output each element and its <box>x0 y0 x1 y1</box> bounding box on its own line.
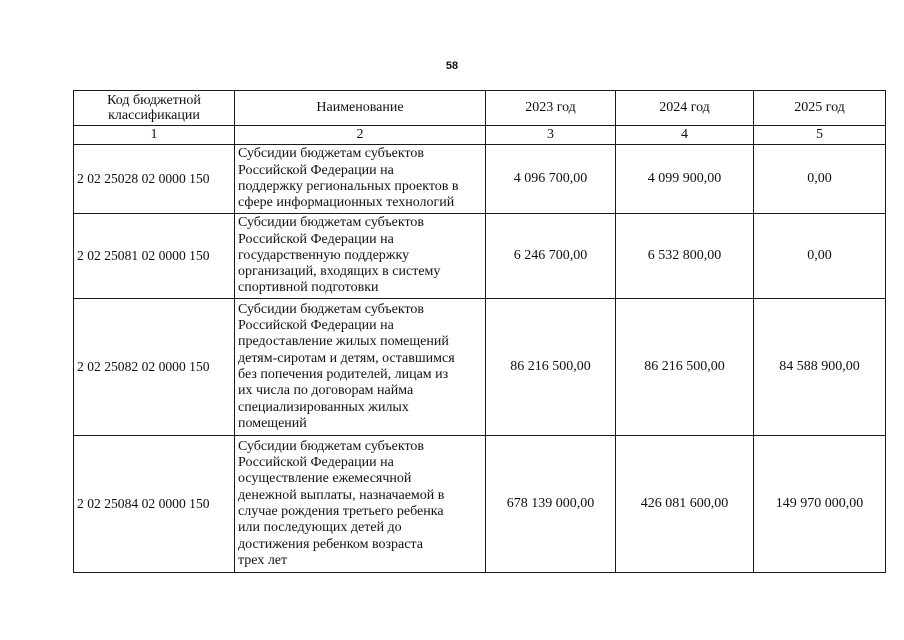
column-number: 4 <box>616 126 754 145</box>
name-cell <box>235 214 486 299</box>
budget-code-cell: 2 02 25081 02 0000 150 <box>74 214 235 299</box>
name-line: поддержку региональных проектов в <box>238 179 459 194</box>
name-cell <box>235 299 486 436</box>
name-line: Российской Федерации на <box>238 318 394 334</box>
name-line: достижения ребенком возраста <box>238 536 423 552</box>
amount-2024-cell: 86 216 500,00 <box>616 299 754 436</box>
budget-table <box>73 90 886 573</box>
amount-2023-cell: 6 246 700,00 <box>486 214 616 299</box>
name-line: Российской Федерации на <box>238 162 394 178</box>
header-name: Наименование <box>235 91 486 126</box>
name-line: Российской Федерации на <box>238 455 394 471</box>
column-number: 3 <box>486 126 616 145</box>
header-code: Код бюджетной классификации <box>74 91 235 126</box>
table-row <box>74 214 886 299</box>
amount-2025-cell: 0,00 <box>754 145 886 214</box>
table-body <box>74 126 886 573</box>
amount-2024-cell: 426 081 600,00 <box>616 436 754 573</box>
amount-2023-cell: 4 096 700,00 <box>486 145 616 214</box>
amount-2025-cell: 0,00 <box>754 214 886 299</box>
name-cell <box>235 145 486 214</box>
column-number-row <box>74 126 886 145</box>
amount-2025-cell: 84 588 900,00 <box>754 299 886 436</box>
amount-2023-cell: 678 139 000,00 <box>486 436 616 573</box>
name-line: специализированных жилых <box>238 399 409 415</box>
name-line: детям-сиротам и детям, оставшимся <box>238 350 455 366</box>
name-line: их числа по договорам найма <box>238 383 414 399</box>
amount-2023-cell: 86 216 500,00 <box>486 299 616 436</box>
name-line: Российской Федерации на <box>238 231 394 247</box>
column-number: 2 <box>235 126 486 145</box>
name-line: Субсидии бюджетам субъектов <box>238 438 425 454</box>
name-line: предоставление жилых помещений <box>238 334 449 350</box>
name-line: осуществление ежемесячной <box>238 471 412 487</box>
budget-code-cell: 2 02 25084 02 0000 150 <box>74 436 235 573</box>
name-line: организаций, входящих в систему <box>238 264 441 280</box>
table-row <box>74 299 886 436</box>
name-line: случае рождения третьего ребенка <box>238 504 444 519</box>
header-2024: 2024 год <box>616 91 754 126</box>
amount-2024-cell: 6 532 800,00 <box>616 214 754 299</box>
amount-2025-cell: 149 970 000,00 <box>754 436 886 573</box>
name-line: или последующих детей до <box>238 520 402 536</box>
name-line: помещений <box>238 415 307 431</box>
name-line: денежной выплаты, назначаемой в <box>238 487 445 503</box>
page-number: 58 <box>445 60 459 72</box>
budget-code-cell: 2 02 25028 02 0000 150 <box>74 145 235 214</box>
name-line: без попечения родителей, лицам из <box>238 367 449 382</box>
header-row <box>74 91 886 126</box>
name-cell <box>235 436 486 573</box>
header-2023: 2023 год <box>486 91 616 126</box>
name-line: Субсидии бюджетам субъектов <box>238 301 425 317</box>
name-line: Субсидии бюджетам субъектов <box>238 215 425 231</box>
budget-code-cell: 2 02 25082 02 0000 150 <box>74 299 235 436</box>
name-line: Субсидии бюджетам субъектов <box>238 146 425 162</box>
column-number: 1 <box>74 126 235 145</box>
name-line: трех лет <box>238 552 288 568</box>
name-line: сфере информационных технологий <box>238 195 455 211</box>
amount-2024-cell: 4 099 900,00 <box>616 145 754 214</box>
table-row <box>74 145 886 214</box>
table-row <box>74 436 886 573</box>
name-line: спортивной подготовки <box>238 280 379 296</box>
column-number: 5 <box>754 126 886 145</box>
name-line: государственную поддержку <box>238 247 410 263</box>
header-2025: 2025 год <box>754 91 886 126</box>
